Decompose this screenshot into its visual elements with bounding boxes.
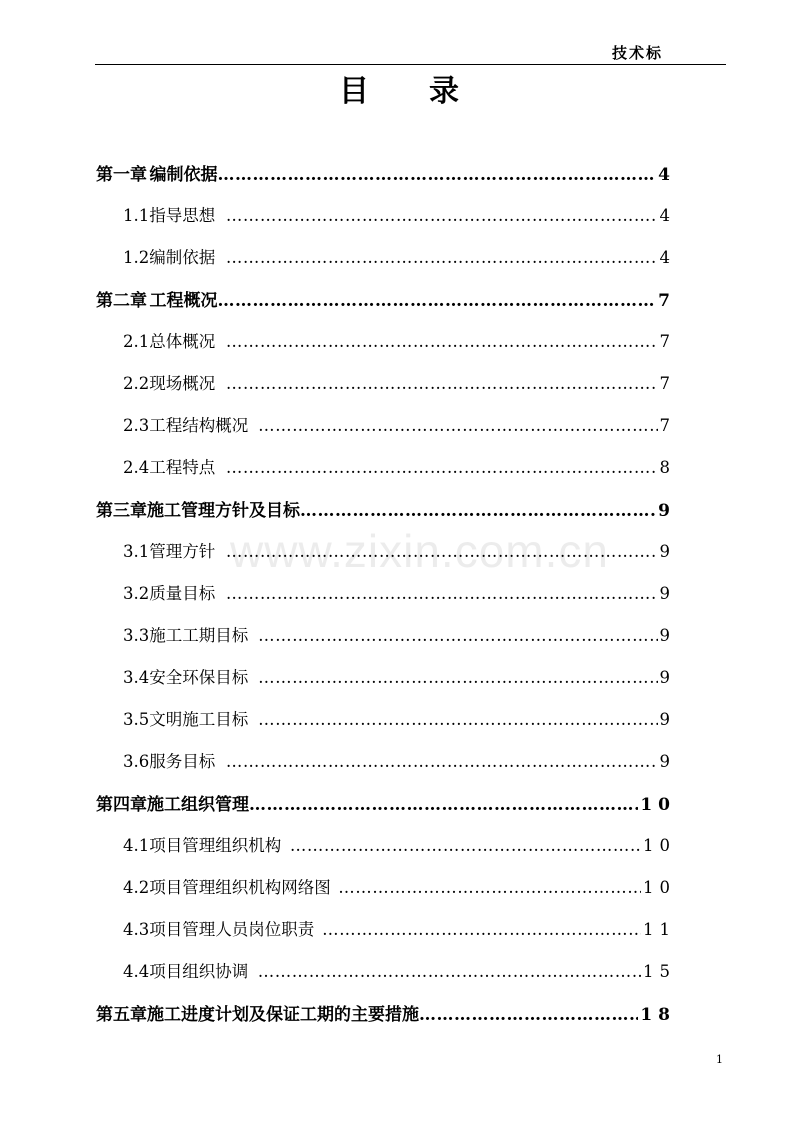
toc-dot-leader: [258, 668, 657, 687]
toc-section-entry[interactable]: [123, 370, 676, 394]
toc-entry-label: 项目管理组织机构: [149, 836, 282, 855]
toc-entry-page: 7: [659, 416, 676, 435]
toc-entry-number: 3.1: [123, 542, 150, 561]
toc-entry-number: 2.2: [123, 374, 150, 393]
toc-entry-label: 编制依据: [149, 248, 216, 267]
toc-dot-leader: [218, 165, 657, 185]
toc-entry-label: 施工进度计划及保证工期的主要措施: [147, 1005, 419, 1025]
toc-dot-leader: [226, 332, 658, 351]
toc-entry-label: 项目管理人员岗位职责: [149, 920, 315, 939]
toc-section-entry[interactable]: [123, 328, 676, 352]
toc-entry-page: 9: [659, 542, 676, 561]
toc-entry-page: 4: [659, 206, 676, 225]
toc-entry-page: 11: [643, 920, 676, 939]
toc-entry-page: 9: [659, 668, 676, 687]
toc-entry-number: 2.3: [123, 416, 150, 435]
toc-section-entry[interactable]: [123, 916, 676, 940]
toc-entry-label: 指导思想: [149, 206, 216, 225]
toc-entry-label: 安全环保目标: [149, 668, 249, 687]
toc-entry-page: 15: [643, 962, 676, 981]
toc-section-entry[interactable]: [123, 664, 676, 688]
toc-section-entry[interactable]: [123, 580, 676, 604]
toc-entry-number: 3.4: [123, 668, 150, 687]
toc-section-entry[interactable]: [123, 454, 676, 478]
toc-section-entry[interactable]: [123, 622, 676, 646]
toc-section-entry[interactable]: [123, 538, 676, 562]
toc-entry-number: 4.3: [123, 920, 150, 939]
toc-entry-label: 工程特点: [149, 458, 216, 477]
toc-entry-number: 4.4: [123, 962, 150, 981]
toc-entry-number: 2.1: [123, 332, 150, 351]
toc-dot-leader: [226, 584, 658, 603]
toc-entry-number: 3.2: [123, 584, 150, 603]
title-part-1: 目: [339, 74, 371, 109]
toc-section-entry[interactable]: [123, 202, 676, 226]
toc-entry-label: 总体概况: [149, 332, 216, 351]
toc-entry-label: 工程概况: [149, 291, 218, 311]
toc-entry-label: 现场概况: [149, 374, 216, 393]
toc-entry-page: 10: [643, 836, 676, 855]
page-title: [0, 66, 800, 110]
toc-dot-leader: [226, 752, 658, 771]
toc-entry-page: 9: [659, 626, 676, 645]
toc-dot-leader: [338, 878, 641, 897]
toc-entry-number: 3.6: [123, 752, 150, 771]
toc-entry-label: 质量目标: [149, 584, 216, 603]
watermark: www.zixin.com.cn: [230, 525, 609, 577]
toc-dot-leader: [226, 542, 658, 561]
toc-entry-label: 服务目标: [149, 752, 216, 771]
toc-dot-leader: [226, 206, 658, 225]
toc-entry-number: 3.5: [123, 710, 150, 729]
toc-dot-leader: [290, 836, 641, 855]
toc-section-entry[interactable]: [123, 958, 676, 982]
toc-dot-leader: [419, 1005, 638, 1025]
toc-dot-leader: [258, 962, 641, 981]
toc-entry-page: 8: [659, 458, 676, 477]
toc-entry-page: 10: [643, 878, 676, 897]
toc-chapter-entry[interactable]: [96, 286, 676, 311]
toc-entry-number: 1.1: [123, 206, 150, 225]
toc-section-entry[interactable]: [123, 874, 676, 898]
toc-entry-page: 9: [658, 501, 676, 521]
toc-chapter-entry[interactable]: [96, 790, 676, 815]
toc-entry-page: 9: [659, 752, 676, 771]
toc-section-entry[interactable]: [123, 412, 676, 436]
toc-entry-page: 18: [640, 1005, 676, 1025]
toc-dot-leader: [258, 626, 657, 645]
toc-chapter-entry[interactable]: [96, 160, 676, 185]
toc-entry-number: 1.2: [123, 248, 150, 267]
toc-entry-page: 7: [659, 374, 676, 393]
toc-entry-page: 9: [659, 710, 676, 729]
toc-section-entry[interactable]: [123, 832, 676, 856]
toc-entry-label: 项目管理组织机构网络图: [149, 878, 331, 897]
toc-entry-number: 3.3: [123, 626, 150, 645]
toc-entry-label: 施工工期目标: [149, 626, 249, 645]
header-rule: [95, 64, 726, 65]
toc-entry-page: 7: [659, 332, 676, 351]
toc-entry-label: 编制依据: [149, 165, 218, 185]
toc-dot-leader: [226, 374, 658, 393]
toc-entry-label: 项目组织协调: [149, 962, 249, 981]
toc-dot-leader: [322, 920, 641, 939]
toc-entry-number: 第二章: [96, 291, 147, 311]
toc-entry-label: 施工组织管理: [147, 795, 249, 815]
toc-dot-leader: [258, 710, 657, 729]
toc-entry-page: 7: [658, 291, 676, 311]
toc-section-entry[interactable]: [123, 748, 676, 772]
toc-entry-number: 4.1: [123, 836, 150, 855]
footer-page-number: 1: [716, 1053, 723, 1066]
toc-dot-leader: [226, 458, 658, 477]
toc-entry-number: 第四章: [96, 795, 147, 815]
toc-entry-label: 施工管理方针及目标: [147, 501, 300, 521]
toc-dot-leader: [258, 416, 657, 435]
toc-entry-number: 第一章: [96, 165, 147, 185]
toc-entry-label: 文明施工目标: [149, 710, 249, 729]
toc-section-entry[interactable]: [123, 244, 676, 268]
toc-chapter-entry[interactable]: [96, 496, 676, 521]
title-part-2: 录: [429, 74, 461, 109]
toc-entry-page: 4: [659, 248, 676, 267]
toc-entry-page: 4: [658, 165, 676, 185]
header-label: 技术标: [612, 44, 664, 62]
toc-entry-number: 4.2: [123, 878, 150, 897]
toc-entry-number: 第五章: [96, 1005, 147, 1025]
toc-entry-page: 10: [640, 795, 676, 815]
toc-entry-number: 第三章: [96, 501, 147, 521]
toc-chapter-entry[interactable]: [96, 1000, 676, 1025]
toc-entry-label: 管理方针: [149, 542, 216, 561]
toc-dot-leader: [218, 291, 657, 311]
toc-section-entry[interactable]: [123, 706, 676, 730]
toc-entry-number: 2.4: [123, 458, 150, 477]
toc-dot-leader: [249, 795, 638, 815]
toc-entry-page: 9: [659, 584, 676, 603]
toc-dot-leader: [226, 248, 658, 267]
toc-dot-leader: [300, 501, 656, 521]
toc-entry-label: 工程结构概况: [149, 416, 249, 435]
